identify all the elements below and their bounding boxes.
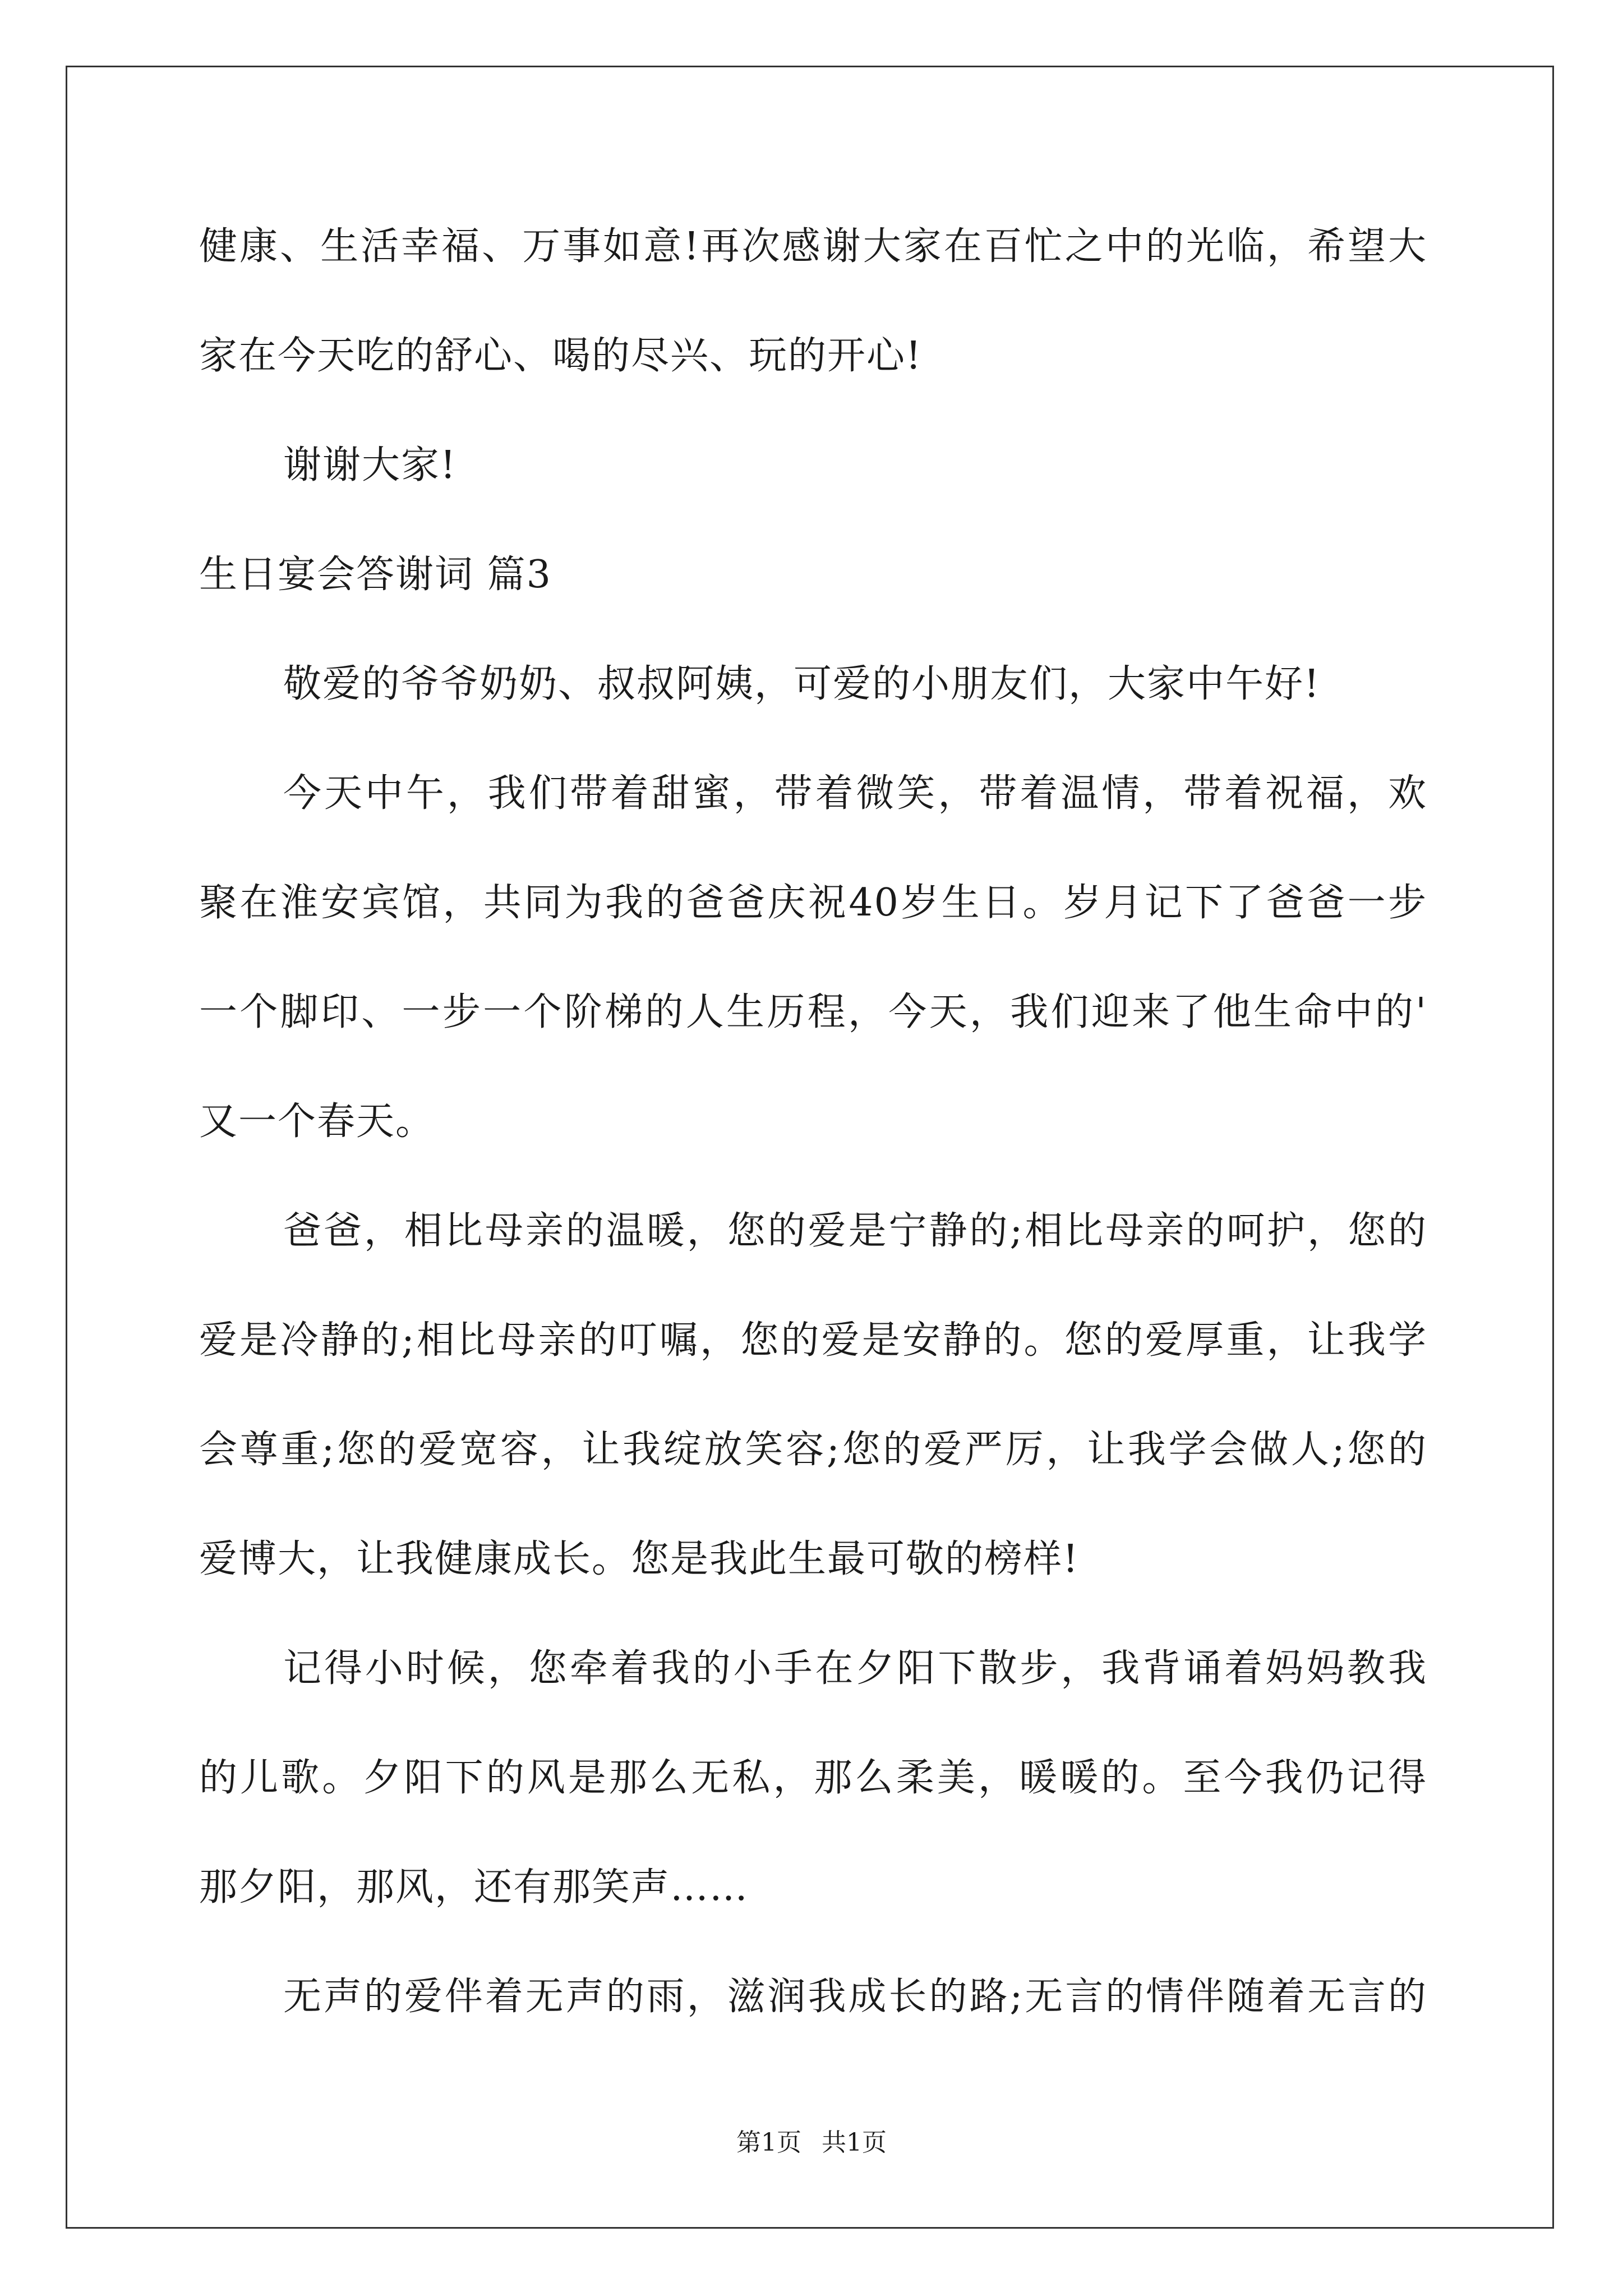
greeting-line: 敬爱的爷爷奶奶、叔叔阿姨，可爱的小朋友们，大家中午好! <box>283 662 1321 706</box>
text-line: 爸爸，相比母亲的温暖，您的爱是宁静的;相比母亲的呵护，您的 <box>283 1209 1427 1253</box>
text-line: 聚在淮安宾馆，共同为我的爸爸庆祝40岁生日。岁月记下了爸爸一步 <box>199 881 1427 925</box>
page-footer <box>0 2126 1623 2160</box>
page-total: 共1页 <box>822 2128 887 2157</box>
text-line: 无声的爱伴着无声的雨，滋润我成长的路;无言的情伴随着无言的 <box>283 1975 1427 2019</box>
text-line: 今天中午，我们带着甜蜜，带着微笑，带着温情，带着祝福，欢 <box>283 771 1427 816</box>
text-line: 爱是冷静的;相比母亲的叮嘱，您的爱是安静的。您的爱厚重，让我学 <box>199 1318 1427 1363</box>
text-line: 爱博大，让我健康成长。您是我此生最可敬的榜样! <box>199 1537 1080 1581</box>
text-line: 一个脚印、一步一个阶梯的人生历程，今天，我们迎来了他生命中的' <box>199 990 1427 1034</box>
text-line: 那夕阳，那风，还有那笑声…… <box>199 1865 749 1910</box>
closing-thanks: 谢谢大家! <box>283 443 457 487</box>
section-heading: 生日宴会答谢词 篇3 <box>199 553 552 597</box>
text-line: 会尊重;您的爱宽容，让我绽放笑容;您的爱严厉，让我学会做人;您的 <box>199 1428 1427 1472</box>
text-line: 又一个春天。 <box>199 1099 435 1144</box>
text-line: 家在今天吃的舒心、喝的尽兴、玩的开心! <box>199 334 923 378</box>
text-line: 记得小时候，您牵着我的小手在夕阳下散步，我背诵着妈妈教我 <box>283 1646 1427 1691</box>
text-line: 的儿歌。夕阳下的风是那么无私，那么柔美，暖暖的。至今我仍记得 <box>199 1756 1427 1800</box>
text-line: 健康、生活幸福、万事如意!再次感谢大家在百忙之中的光临，希望大 <box>199 224 1427 269</box>
page-number: 第1页 <box>736 2128 801 2157</box>
